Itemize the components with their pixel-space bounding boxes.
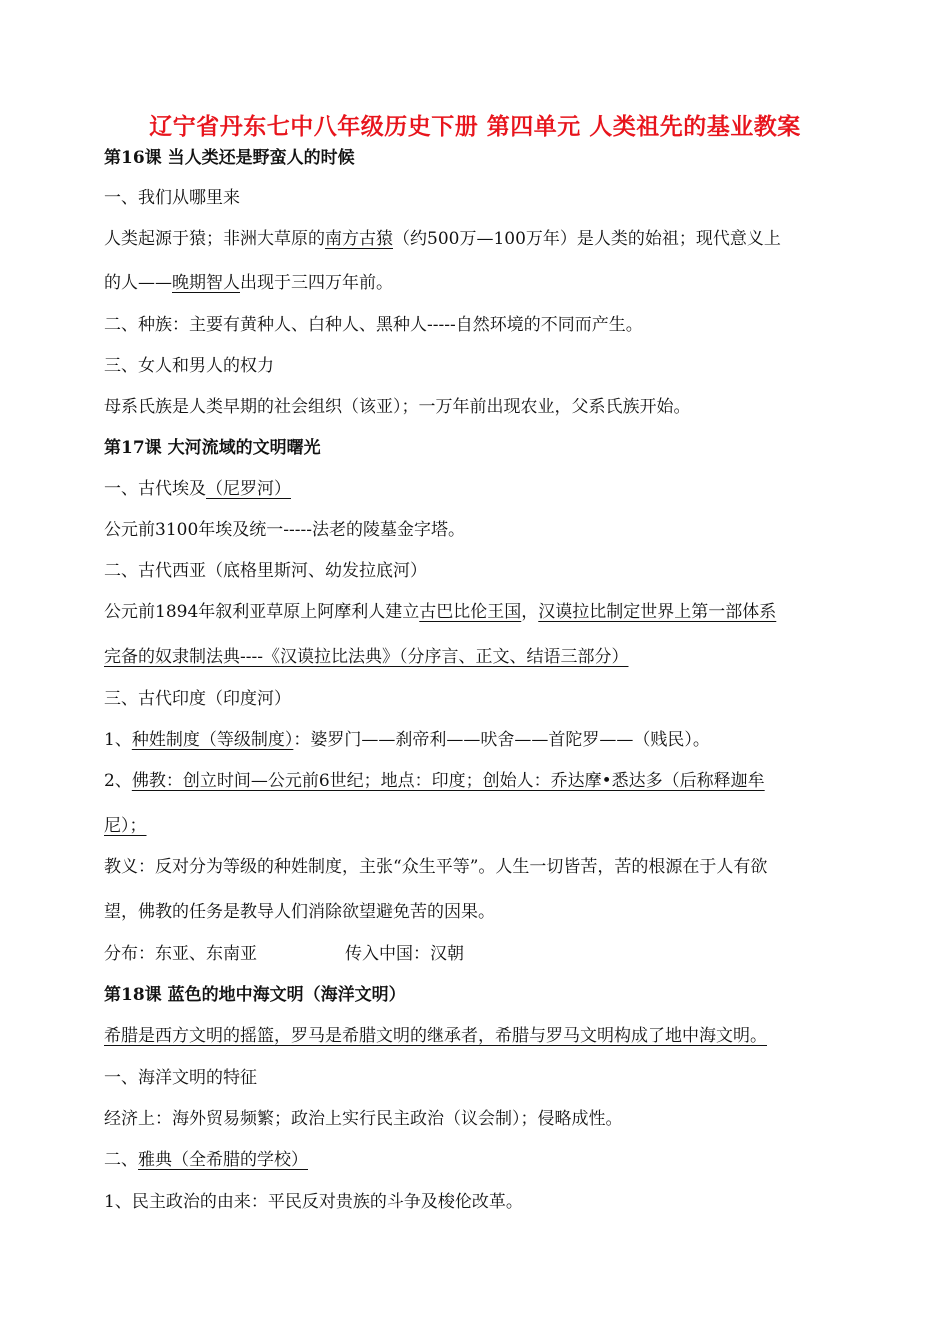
lesson16-section2: 二、种族：主要有黄种人、白种人、黑种人-----自然环境的不同而产生。 [104, 315, 643, 335]
document-title: 辽宁省丹东七中八年级历史下册 第四单元 人类祖先的基业教案 [149, 113, 801, 140]
lesson18-heading: 第18课 蓝色的地中海文明（海洋文明） [104, 985, 406, 1005]
text: 出现于三四万年前。 [240, 273, 393, 293]
lesson17-paragraph5b: 望，佛教的任务是教导人们消除欲望避免苦的因果。 [104, 902, 495, 922]
text: ， [521, 602, 539, 622]
lesson16-heading: 第16课 当人类还是野蛮人的时候 [104, 148, 355, 168]
lesson17-heading: 第17课 大河流域的文明曙光 [104, 438, 321, 458]
lesson17-section1 [104, 477, 291, 501]
lesson18-paragraph1 [104, 1024, 767, 1048]
lesson16-paragraph1a [104, 227, 781, 251]
lesson17-paragraph2a [104, 600, 776, 624]
text: 传入中国：汉朝 [345, 944, 464, 964]
lesson17-paragraph2b [104, 645, 628, 669]
lesson16-section3: 三、女人和男人的权力 [104, 356, 274, 376]
text: 1、 [104, 730, 132, 750]
lesson18-paragraph2: 经济上：海外贸易频繁；政治上实行民主政治（议会制）；侵略成性。 [104, 1109, 623, 1129]
underlined-term: 佛教：创立时间—公元前6世纪；地点：印度；创始人：乔达摩•悉达多（后称释迦牟 [131, 771, 765, 791]
lesson17-paragraph3 [104, 728, 710, 752]
text: 2、 [104, 771, 132, 791]
text: 分布：东亚、东南亚 [104, 944, 257, 964]
lesson17-paragraph5a: 教义：反对分为等级的种姓制度，主张“众生平等”。人生一切皆苦，苦的根源在于人有欲 [104, 857, 768, 877]
lesson18-section2 [104, 1148, 308, 1172]
text: 人类起源于猿；非洲大草原的 [104, 229, 325, 249]
underlined-term: 汉谟拉比制定世界上第一部体系 [538, 602, 777, 622]
underlined-term: 古巴比伦王国 [419, 602, 522, 622]
underlined-term: （尼罗河） [206, 479, 291, 499]
underlined-term: 晚期智人 [172, 273, 240, 293]
lesson18-section1: 一、海洋文明的特征 [104, 1068, 257, 1088]
lesson16-section1: 一、我们从哪里来 [104, 188, 240, 208]
underlined-term: 南方古猿 [325, 229, 393, 249]
text: 公元前1894年叙利亚草原上阿摩利人建立 [104, 602, 420, 622]
underlined-term: 尼）； [104, 816, 147, 836]
text: 一、古代埃及 [104, 479, 206, 499]
text: 二、 [104, 1150, 138, 1170]
lesson18-paragraph3: 1、民主政治的由来：平民反对贵族的斗争及梭伦改革。 [104, 1192, 523, 1212]
lesson17-paragraph4b [104, 814, 147, 838]
underlined-term: 雅典（全希腊的学校） [138, 1150, 308, 1170]
lesson17-section2: 二、古代西亚（底格里斯河、幼发拉底河） [104, 561, 427, 581]
text: 的人—— [104, 273, 172, 293]
underlined-term: 希腊是西方文明的摇篮，罗马是希腊文明的继承者，希腊与罗马文明构成了地中海文明。 [104, 1026, 767, 1046]
lesson16-paragraph1b [104, 271, 393, 295]
underlined-term: 种姓制度（等级制度） [131, 730, 294, 750]
lesson17-paragraph6 [104, 942, 464, 966]
text: ：婆罗门——刹帝利——吠舍——首陀罗——（贱民）。 [293, 730, 710, 750]
lesson17-paragraph1: 公元前3100年埃及统一-----法老的陵墓金字塔。 [104, 520, 465, 540]
lesson16-paragraph3: 母系氏族是人类早期的社会组织（该亚）；一万年前出现农业，父系氏族开始。 [104, 397, 691, 417]
underlined-term: 完备的奴隶制法典----《汉谟拉比法典》（分序言、正文、结语三部分） [104, 647, 629, 667]
lesson17-paragraph4a [104, 769, 765, 793]
lesson17-section3: 三、古代印度（印度河） [104, 689, 291, 709]
text: （约500万—100万年）是人类的始祖；现代意义上 [393, 229, 781, 249]
